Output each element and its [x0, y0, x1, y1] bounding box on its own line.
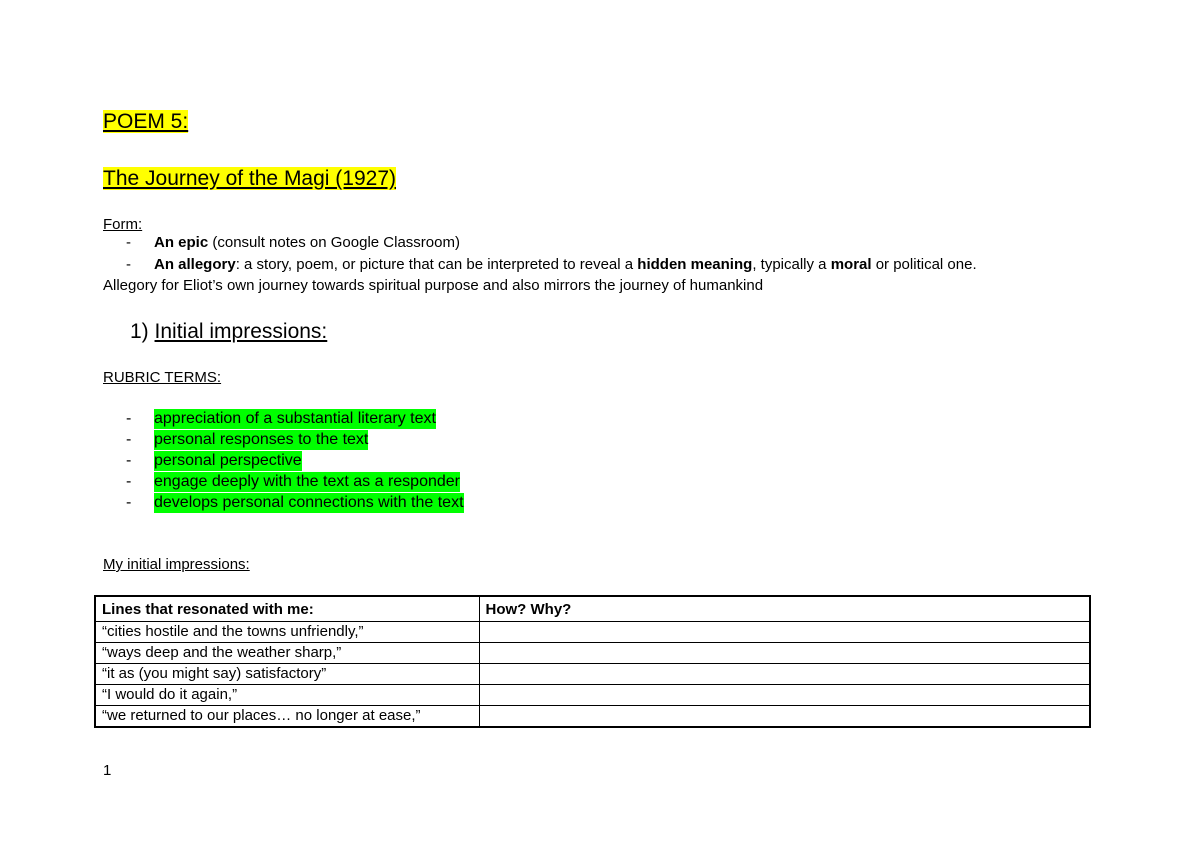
response-cell[interactable]	[479, 706, 1090, 728]
form-item-text	[154, 256, 977, 274]
rubric-label: RUBRIC TERMS:	[103, 369, 222, 386]
form-item-bold-b: hidden meaning	[637, 256, 753, 273]
response-cell[interactable]	[479, 664, 1090, 685]
bullet-dash: -	[126, 410, 132, 427]
form-label: Form:	[103, 216, 143, 233]
form-item-text	[154, 234, 460, 252]
rubric-item-text: personal perspective	[154, 452, 302, 469]
bullet-dash: -	[126, 494, 132, 511]
table-row	[95, 706, 1090, 728]
impressions-label: My initial impressions:	[103, 556, 250, 573]
line-cell: “it as (you might say) satisfactory”	[95, 664, 479, 685]
form-item-rest-c: or political one.	[871, 256, 977, 273]
line-cell: “cities hostile and the towns unfriendly,”	[95, 622, 479, 643]
poem-title-text: The Journey of the Magi (1927)	[103, 167, 396, 190]
bullet-dash: -	[126, 473, 132, 490]
response-cell[interactable]	[479, 643, 1090, 664]
bullet-dash: -	[126, 256, 131, 273]
page-number: 1	[103, 762, 112, 779]
response-cell[interactable]	[479, 622, 1090, 643]
rubric-item-text: personal responses to the text	[154, 431, 369, 448]
section-heading	[130, 319, 327, 345]
rubric-item-text: appreciation of a substantial literary text	[154, 410, 436, 427]
form-item-bold-c: moral	[830, 256, 872, 273]
rubric-item-text: engage deeply with the text as a responder	[154, 473, 460, 490]
form-item-rest: (consult notes on Google Classroom)	[208, 234, 460, 251]
section-number: 1)	[130, 320, 149, 343]
header-how-why: How? Why?	[479, 596, 1090, 622]
bullet-dash: -	[126, 431, 132, 448]
poem-label	[103, 110, 188, 134]
table-row	[95, 622, 1090, 643]
table-row	[95, 664, 1090, 685]
bullet-dash: -	[126, 452, 132, 469]
rubric-item-text: develops personal connections with the text	[154, 494, 464, 511]
response-cell[interactable]	[479, 685, 1090, 706]
form-item-rest-a: : a story, poem, or picture that can be interpreted to reveal a	[235, 256, 638, 273]
line-cell: “we returned to our places… no longer at ease,”	[95, 706, 479, 728]
table-row	[95, 685, 1090, 706]
impressions-table	[94, 595, 1091, 728]
bullet-dash: -	[126, 234, 131, 251]
table-header-row	[95, 596, 1090, 622]
line-cell: “I would do it again,”	[95, 685, 479, 706]
header-lines: Lines that resonated with me:	[95, 596, 479, 622]
poem-title	[103, 167, 396, 191]
allegory-note: Allegory for Eliot’s own journey towards spiritual purpose and also mirrors the journey of humankind	[103, 277, 764, 294]
form-item-bold: An epic	[154, 234, 209, 251]
line-cell: “ways deep and the weather sharp,”	[95, 643, 479, 664]
form-item-bold: An allegory	[154, 256, 236, 273]
poem-label-text: POEM 5:	[103, 110, 189, 133]
section-title: Initial impressions:	[154, 320, 328, 343]
form-item-rest-b: , typically a	[752, 256, 831, 273]
table-row	[95, 643, 1090, 664]
